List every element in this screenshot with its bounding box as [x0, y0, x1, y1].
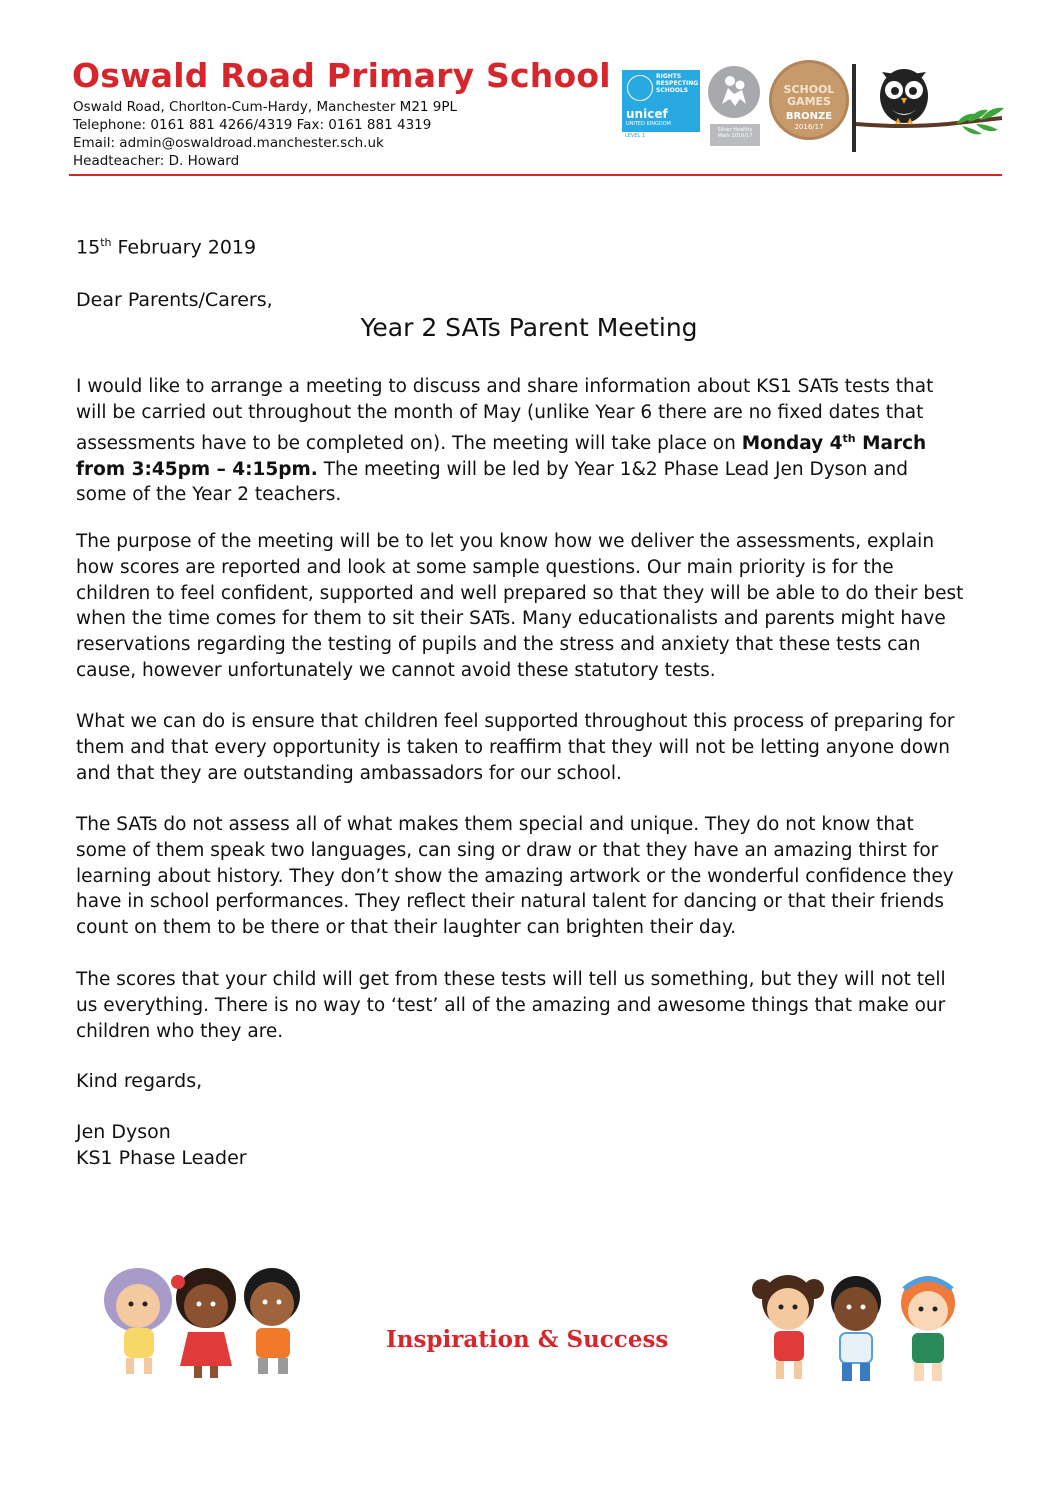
school-games-bronze-logo	[769, 60, 849, 140]
school-games-text: SCHOOL GAMES	[783, 83, 835, 108]
school-email: Email: admin@oswaldroad.manchester.sch.uk	[73, 135, 384, 151]
rights-logo-level: LEVEL 1	[625, 133, 646, 139]
sport-figures-icon	[708, 66, 760, 118]
school-name: Oswald Road Primary School	[72, 56, 611, 95]
healthy-schools-plaque: Silver Healthy Mark 2016/17	[710, 124, 760, 146]
paragraph-meeting-details: I would like to arrange a meeting to discuss and share information about KS1 SATs tests that will be carried out throughout the month of May (unlike Year 6 there are no fixed dates that assessments have to be completed on). The meeting will take place on Monday 4th March from 3:45pm – 4:15pm. The meeting will be led by Year 1&2 Phase Lead Jen Dyson and some of the Year 2 teachers.	[76, 376, 934, 506]
school-address: Oswald Road, Chorlton-Cum-Hardy, Manchester M21 9PL	[73, 99, 458, 115]
school-motto: Inspiration & Success	[386, 1326, 669, 1353]
meeting-time: from 3:45pm – 4:15pm.	[76, 458, 318, 480]
signoff: Kind regards,	[76, 1070, 203, 1092]
three-children-left-icon	[96, 1262, 312, 1384]
paragraph-unique: The SATs do not assess all of what makes them special and unique. They do not know that some of them speak two languages, can sing or draw or that they have an amazing thirst for learning about history. They don’t show the amazing artwork or the wonderful confidence they have in school performances. They reflect their natural talent for dancing or that their friends count on them to be there or that their laughter can brighten their day.	[76, 814, 954, 939]
paragraph-purpose: The purpose of the meeting will be to let you know how we deliver the assessments, explain how scores are reported and look at some sample questions. Our main priority is for the children to feel confident, supported and well prepared so that they will be able to do their best when the time comes for them to sit their SATs. Many educationalists and parents might have reservations regarding the testing of pupils and the stress and anxiety that these tests can cause, however unfortunately we cannot avoid these statutory tests.	[76, 531, 964, 681]
healthy-schools-logo	[706, 66, 762, 146]
signature-role: KS1 Phase Leader	[76, 1147, 247, 1169]
meeting-date: Monday 4th March	[741, 431, 927, 454]
rights-respecting-schools-logo	[622, 70, 700, 139]
award-year-text: 2016/17	[794, 123, 824, 131]
rights-logo-text: RIGHTS RESPECTING SCHOOLS	[656, 73, 699, 94]
bronze-award-text: BRONZE	[785, 111, 833, 122]
letter-date: 15th February 2019	[76, 236, 257, 259]
paragraph-scores: The scores that your child will get from these tests will tell us something, but they will not tell us everything. There is no way to ‘test’ all of the amazing and awesome things that make our children who they are.	[76, 969, 946, 1042]
school-headteacher: Headteacher: D. Howard	[73, 153, 240, 169]
letter-title: Year 2 SATs Parent Meeting	[360, 313, 698, 342]
school-telephone: Telephone: 0161 881 4266/4319 Fax: 0161 881 4319	[73, 117, 432, 133]
three-children-right-icon	[748, 1265, 966, 1391]
salutation: Dear Parents/Carers,	[76, 289, 273, 311]
owl-on-branch-icon	[852, 62, 1008, 154]
paragraph-support: What we can do is ensure that children feel supported throughout this process of preparing for them and that every opportunity is taken to reaffirm that they will not be letting anyone down and that they are outstanding ambassadors for our school.	[76, 711, 955, 784]
globe-icon	[627, 75, 653, 101]
unicef-wordmark: unicef	[626, 107, 668, 121]
header-divider	[69, 174, 1002, 176]
unicef-country: UNITED KINGDOM	[626, 121, 671, 127]
signature-name: Jen Dyson	[76, 1121, 171, 1143]
